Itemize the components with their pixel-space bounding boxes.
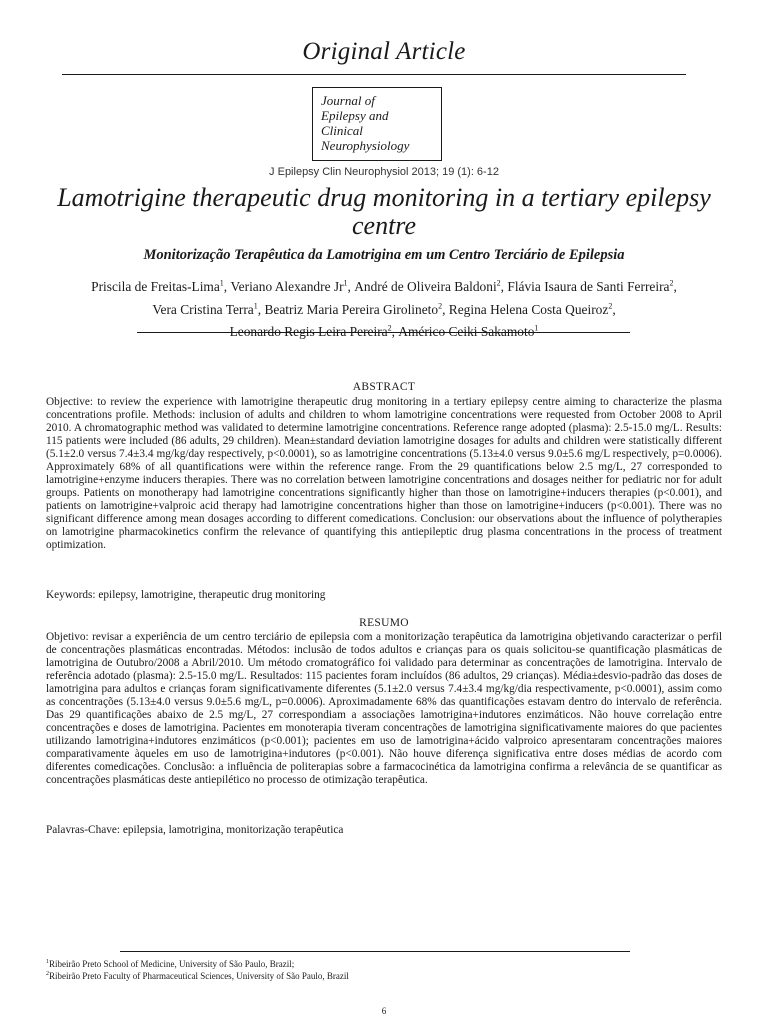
header-divider [62,74,686,75]
journal-name-line: Neurophysiology [321,138,410,153]
author: Beatriz Maria Pereira Girolineto$^2$, [264,301,449,317]
page-number: 6 [381,1006,387,1016]
author: Priscila de Freitas-Lima$^1$, [91,279,231,295]
resumo-keywords: Palavras-Chave: epilepsia, lamotrigina, monitorização terapêutica [46,824,344,836]
author: Américo Ceiki Sakamoto$^1$ [398,323,539,340]
author: Vera Cristina Terra$^1$, [152,301,265,317]
abstract-text: Objective: to review the experience with lamotrigine therapeutic drug monitoring in a tertiary epilepsy centre aiming to characterize the plasma concentrations profile. Methods: inclusion of adults and children to whom lamotrigine concentrations were requested from October 2008 to April 2010. A chromatographic method was validated to determine lamotrigine concentrations. Reference range adopted (plasma): 2.5-15.0 mg/L. Results: 115 patients were included (86 adults, 29 children). Mean±standard deviation lamotrigine dosages for adults and children were statistically different (5.1±2.0 versus 7.4±3.4 mg/kg/day respectively, p<0.0001), so as lamotrigine concentrations (5.13±4.0 versus 9.0±5.6 mg/L respectively, p=0.0006). Approximately 68% of all quantifications were within the reference range. From the 29 quantifications below 2.5 mg/L, 27 corresponded to lamotrigine+enzyme inducers therapies. There was no correlation between lamotrigine concentrations and dosages neither for pediatric nor for adult groups. Patients on monotherapy had lamotrigine concentrations significantly higher than those on lamotrigine+inducers therapies (p<0.001), and patients on lamotrigine+valproic acid therapy had lamotrigine concentrations higher than those on lamotrigine+inducers (p<0.001). There was no significant difference among mean dosages according to different comedications. Conclusion: our observations about the influence of polytherapies on lamotrigine pharmacokinetics confirm the relevance of quantifying this antiepileptic drug plasma concentrations in the process of treatment optimization. [46,396,722,551]
journal-name-line: Epilepsy and [321,108,389,123]
author: Regina Helena Costa Queiroz$^2$, [448,301,616,317]
author: Leonardo Regis Leira Pereira$^2$, [229,323,399,340]
citation: J Epilepsy Clin Neurophysiol 2013; 19 (1): 6-12 [269,166,499,178]
footnote-divider [120,951,630,952]
article-subtitle: Monitorização Terapêutica da Lamotrigina em um Centro Terciário de Epilepsia [143,247,625,263]
article-title: Lamotrigine therapeutic drug monitoring in a tertiary epilepsy centre [57,183,711,240]
abstract-keywords: Keywords: epilepsy, lamotrigine, therapeutic drug monitoring [46,589,326,601]
resumo-text: Objetivo: revisar a experiência de um centro terciário de epilepsia com a monitorização terapêutica da lamotrigina objetivando caracterizar o perfil de concentrações plasmáticas encontradas. Métodos: inclusão de todos adultos e crianças para os quais solicitou-se quantificação plasmáticas de lamotrigina de Outubro/2008 a Abril/2010. Um método cromatográfico foi validado para determinar as concentrações de lamotrigina. Intervalo de referência adotado (plasma): 2.5-15.0 mg/L. Resultados: 115 pacientes foram incluídos (86 adultos, 29 crianças). Média±desvio-padrão das doses de lamotrigina para adultos e crianças foram significativamente diferentes (5.1±2.0 versus 7.4±3.4 mg/kg/dia respectivamente, p<0.0001), assim como as concentrações (5.13±4.0 versus 9.0±5.6 mg/L, p=0.0006). Aproximadamente 68% das quantificações estavam dentro do intervalo de referência. Das 29 quantificações abaixo de 2.5 mg/L, 27 correspondiam a associações lamotrigina+indutores enzimáticos. Não houve correlação entre concentrações e doses de lamotrigina. Pacientes em monoterapia tiveram concentrações de lamotrigina significativamente maiores do que pacientes utilizando lamotrigina+indutores enzimáticos (p<0.001); pacientes em uso de lamotrigina+ácido valproico apresentaram concentrações maiores comparativamente àqueles em uso de lamotrigina+indutores (p<0.001). Não houve diferença significativa entre doses médias de acordo com diferentes comedicações. Conclusão: a influência de politerapias sobre a farmacocinética da lamotrigina confirma a relevância de se quantificar as concentrações plasmáticas deste antiepilético no processo de otimização terapêutica. [46,631,722,786]
section-header: Original Article [302,38,466,65]
journal-name-line: Journal of [321,93,375,108]
author: André de Oliveira Baldoni$^2$, [354,279,508,295]
journal-name-box [312,87,442,161]
footnote: $^1$Ribeirão Preto School of Medicine, University of São Paulo, Brazil; [46,959,295,969]
authors-divider [137,332,630,333]
resumo-heading: RESUMO [359,617,409,629]
footnote: $^2$Ribeirão Preto Faculty of Pharmaceutical Sciences, University of São Paulo, Brazil [46,971,349,981]
author: Flávia Isaura de Santi Ferreira$^2$, [507,279,677,295]
abstract-heading: ABSTRACT [352,381,416,393]
journal-name-line: Clinical [321,123,363,138]
author: Veriano Alexandre Jr$^1$, [230,279,355,295]
